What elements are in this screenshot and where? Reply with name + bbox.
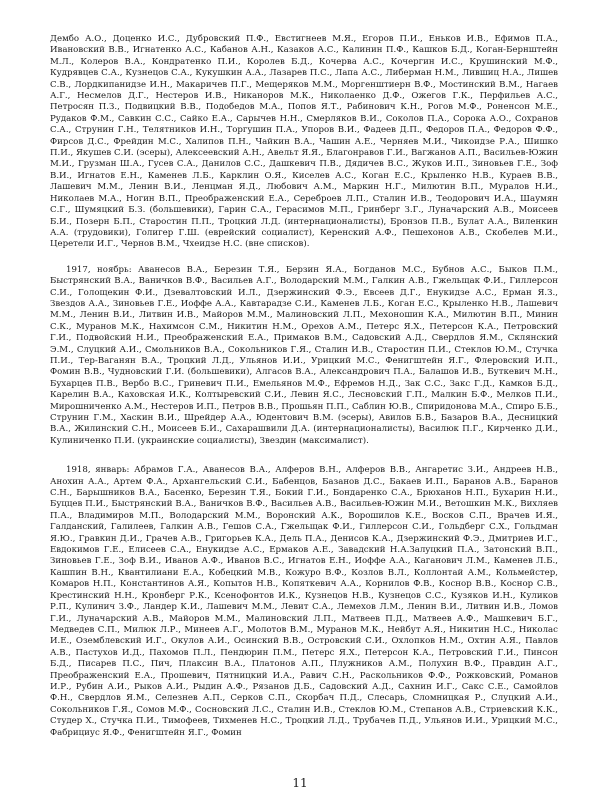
paragraph-3: 1918, январь: Абрамов Г.А., Аванесов В.А., Алферов В.Н., Алферов В.В., Ангаретис З.И., Андреев Н.В., Анохин А.А., Артем Ф.А., Архангельский С.И., Бабенцов, Базанов Д.С., Бакаев И.П., Баранов А.В., Баранов С.Н., Барышников В.А., Басенко, Березин Т.Я., Бокий Г.И., Бондаренко С.А., Брюханов Н.П., Бухарин Н.И., Буццев П.И., Быстрянский В.А., Ваничков В.Ф., Васильев А.В., Васильев-Южин М.И., Ветошкин М.К., Вихляев П.А., Владимиров М.П., Володарский М.М., Воронский А.К., Ворошилов К.Е., Восков С.П., Врачев И.Я., Галданский, Галилеев, Галкин А.В., Гешов С.А., Гжельщак Ф.И., Гиллерсон С.И., Гольдберг С.Х., Гольдман Я.Ю., Гравкин Д.И., Грачев А.В., Григорьев К.А., Дель П.А., Денисов К.А., Дзержинский Ф.Э., Дмитриев И.Г., Евдокимов Г.Е., Елисеев С.А., Енукидзе А.С., Ермаков А.Е., Завадский Н.А.Залуцкий П.А., Затонский В.П., Зиновьев Г.Е., Зоф В.И., Иванов А.Ф., Иванов В.С., Игнатов Е.Н., Иоффе А.А., Каганович Л.М., Каменев Л.Б., Кашпин В.Н., Квантилиани Е.А., Кобецкий М.В., Кожуро В.Ф., Козлов В.Л., Коллонтай А.М., Кольмейстер, Комаров Н.П., Константинов А.Я., Копытов Н.В., Копяткевич А.А., Корнилов Ф.В., Коснор В.В., Коснор С.В., Крестинский Н.Н., Кронберг Р.К., Ксенофонтов И.К., Кузнецов Н.В., Кузнецов С.С., Кузяков И.Н., Куликов Р.П., Кулинич З.Ф., Ландер К.И., Лашевич М.М., Левит С.А., Лемехов Л.М., Ленин В.И., Литвин И.В., Ломов Г.И., Луначарский А.В., Майоров М.М., Малиновский Л.П., Матвеев П.Д., Матвеев А.Ф., Машкевич Б.Г., Медведев С.П., Милюк Л.Р., Минеев А.Г., Молотов В.М., Муранов М.К., Нейбут А.Я., Никитин Н.С., Николас И.Е., Оземблевский И.Г., Окулов А.И., Осинский В.В., Островский С.И., Охлопков Н.М., Охтин А.Я., Павлов А.В., Пастухов И.Д., Пахомов П.Л., Пендюрин П.М., Петерс Я.Х., Петерсон К.А., Петровский Г.И., Пинсон Б.Д., Писарев П.С., Пич, Плаксин В.А., Платонов А.П., Плужников А.М., Полухин В.Ф., Правдин А.Г., Преображенский Е.А., Прошевич, Пятницкий И.А., Равич С.Н., Раскольников Ф.Ф., Рожковский, Романов И.Р., Рубин А.И., Рыков А.И., Рыдин А.Ф., Рязанов Д.Б., Садовский А.Д., Сахнин И.Г., Сакс С.Е., Самойлов Ф.Н., Свердлов Я.М., Селезнев А.П., Серков С.П., Скорбач П.Д., Слесарь, Сломницкая Р., Слуцкий А.И., Сокольников Г.Я., Сомов М.Ф., Сосновский Л.С., Сталин И.В., Стеклов Ю.М., Степанов А.В., Стриевский К.К., Студер Х., Стучка П.И., Тимофеев, Тихменев Н.С., Троцкий Л.Д., Трубачев П.Д., Ульянов И.И., Урицкий М.С., Фабрициус Я.Ф., Фенигштейн Я.Г., Фомин	[50, 465, 558, 738]
paragraph-spacer	[50, 251, 558, 265]
paragraph-1: Дембо А.О., Доценко И.С., Дубровский П.Ф., Евстигнеев М.Я., Егоров П.И., Еньков И.В., Ефимов П.А., Ивановский В.В., Игнатенко А.С., Кабанов А.Н., Казаков А.С., Калинин П.Ф., Кашков Б.Д., Коган-Бернштейн М.Л., Колеров В.А., Кондратенко П.И., Королев Б.Д., Кочерва А.С., Кочергин И.С., Крушинский М.Ф., Кудрявцев С.А., Кузнецов С.А., Кукушкин А.А., Лазарев П.С., Лапа А.С., Либерман Н.М., Лившиц Н.А., Лишев С.В., Лордкипанидзе И.Н., Макаричев П.Г., Мещеряков М.М., Моргенштиерн В.Ф., Мостинский В.М., Нагаев А.Г., Несмелов Д.Г., Нестеров И.В., Никаноров М.К., Николаенко Д.Ф., Ожегов Г.К., Перфильев А.С., Петросян П.З., Подвицкий В.В., Подобедов М.А., Попов Я.Т., Рабинович К.Н., Рогов М.Ф., Роненсон М.Е., Рудаков Ф.М., Савкин С.С., Сайко Е.А., Сарычев Н.Н., Смерляков В.И., Соколов П.А., Сорока А.О., Сохранов С.А., Струнин Г.Н., Телятников И.Н., Торгушин П.А., Упоров В.И., Фадеев Д.П., Федоров П.А., Федоров Ф.Ф., Фирсов Д.С., Фрейдин М.С., Халипов П.Н., Чайкин В.А., Чашин А.Е., Черняев М.И., Чикоидзе Р.А., Шишко П.И., Якушев С.И. (эсеры), Алексеевский А.Н., Авельт Я.Я., Благонравов Г.И., Вагжанов А.П., Васильев-Южин М.И., Грузман Ш.А., Гусев С.А., Данилов С.С., Дашкевич П.В., Дядичев В.С., Жуков И.П., Зиновьев Г.Е., Зоф В.И., Игнатов Е.Н., Каменев Л.Б., Карклин О.Я., Киселев А.С., Коган Е.С., Крыленко Н.В., Кураев В.В., Лашевич М.М., Ленин В.И., Ленцман Я.Д., Любович А.М., Маркин Н.Г., Милютин В.П., Муралов Н.И., Николаев М.А., Ногин В.П., Преображенский Е.А., Сереброев Л.П., Сталин И.В., Теодорович И.А., Шаумян С.Г., Шумяцкий Б.З. (большевики), Гарин С.А., Герасимов М.П., Гринберг З.Г., Луначарский А.В., Моисеев Б.И., Позерн Б.П., Старостин П.П., Троцкий Л.Д. (интернационалисты), Бронзов П.В., Булат А.А., Виленкин А.А. (трудовики), Голигер Г.Ш. (еврейский социалист), Керенский А.Ф., Пешехонов А.В., Скобелев М.И., Церетели И.Г., Чернов В.М., Чхеидзе Н.С. (вне списков).	[50, 34, 558, 250]
paragraph-2: 1917, ноябрь: Аванесов В.А., Березин Т.Я., Берзин Я.А., Богданов М.С., Бубнов А.С., Быков П.М., Быстрянский В.А., Ваничков В.Ф., Васильев А.Г., Володарский М.М., Галкин А.В., Гжельщак Ф.И., Гиллерсон С.И., Голощекин Ф.И., Дзевалтовский И.Л., Дзержинский Ф.Э., Евсеев Д.Г., Енукидзе А.С., Ерман Я.З., Звездов А.А., Зиновьев Г.Е., Иоффе А.А., Кавтарадзе С.И., Каменев Л.Б., Коган Е.С., Крыленко Н.В., Лашевич М.М., Ленин В.И., Литвин И.В., Майоров М.М., Малиновский Л.П., Мехоношин К.А., Милютин В.П., Минин С.К., Муранов М.К., Нахимсон С.М., Никитин Н.М., Орехов А.М., Петерс Я.Х., Петерсон К.А., Петровский Г.И., Подвойский Н.И., Преображенский Е.А., Примаков В.М., Садовский А.Д., Свердлов Я.М., Склянский Э.М., Слуцкий А.И., Смольников В.А., Сокольников Г.Я., Сталин И.В., Старостин П.И., Стеклов Ю.М., Стучка П.И., Тер-Ваганян В.А., Троцкий Л.Д., Ульянов И.И., Урицкий М.С., Фенигштейн Я.Г., Флеровский И.П., Фомин В.В., Чудновский Г.И. (большевики), Алгасов В.А., Александрович П.А., Балашов И.В., Буткевич М.Н., Бухарцев П.В., Вербо В.С., Гриневич П.И., Емельянов М.Ф., Ефремов Н.Д., Зак С.С., Закс Г.Д., Камков Б.Д., Карелин В.А., Каховская И.К., Колтыревский С.И., Левин Я.С., Лесновский Г.П., Малкин Б.Ф., Мелков П.И., Мирошниченко А.М., Нестеров И.П., Петров В.В., Прошьян П.П., Саблин Ю.В., Спиридонова М.А., Спиро Б.Б., Струнин Г.М., Хаскин В.И., Шрейдер А.А., Юдентович В.М. (эсеры), Авилов Б.В., Базаров В.А., Десницкий В.А., Жилинский С.Н., Моисеев Б.И., Сахарашвили Д.А. (интернационалисты), Василюк П.Г., Кирченко Д.И., Кулиниченко П.И. (украинские социалисты), Звездин (максималист).	[50, 264, 558, 446]
paragraph-spacer	[50, 447, 558, 465]
page-number: 11	[292, 776, 308, 790]
